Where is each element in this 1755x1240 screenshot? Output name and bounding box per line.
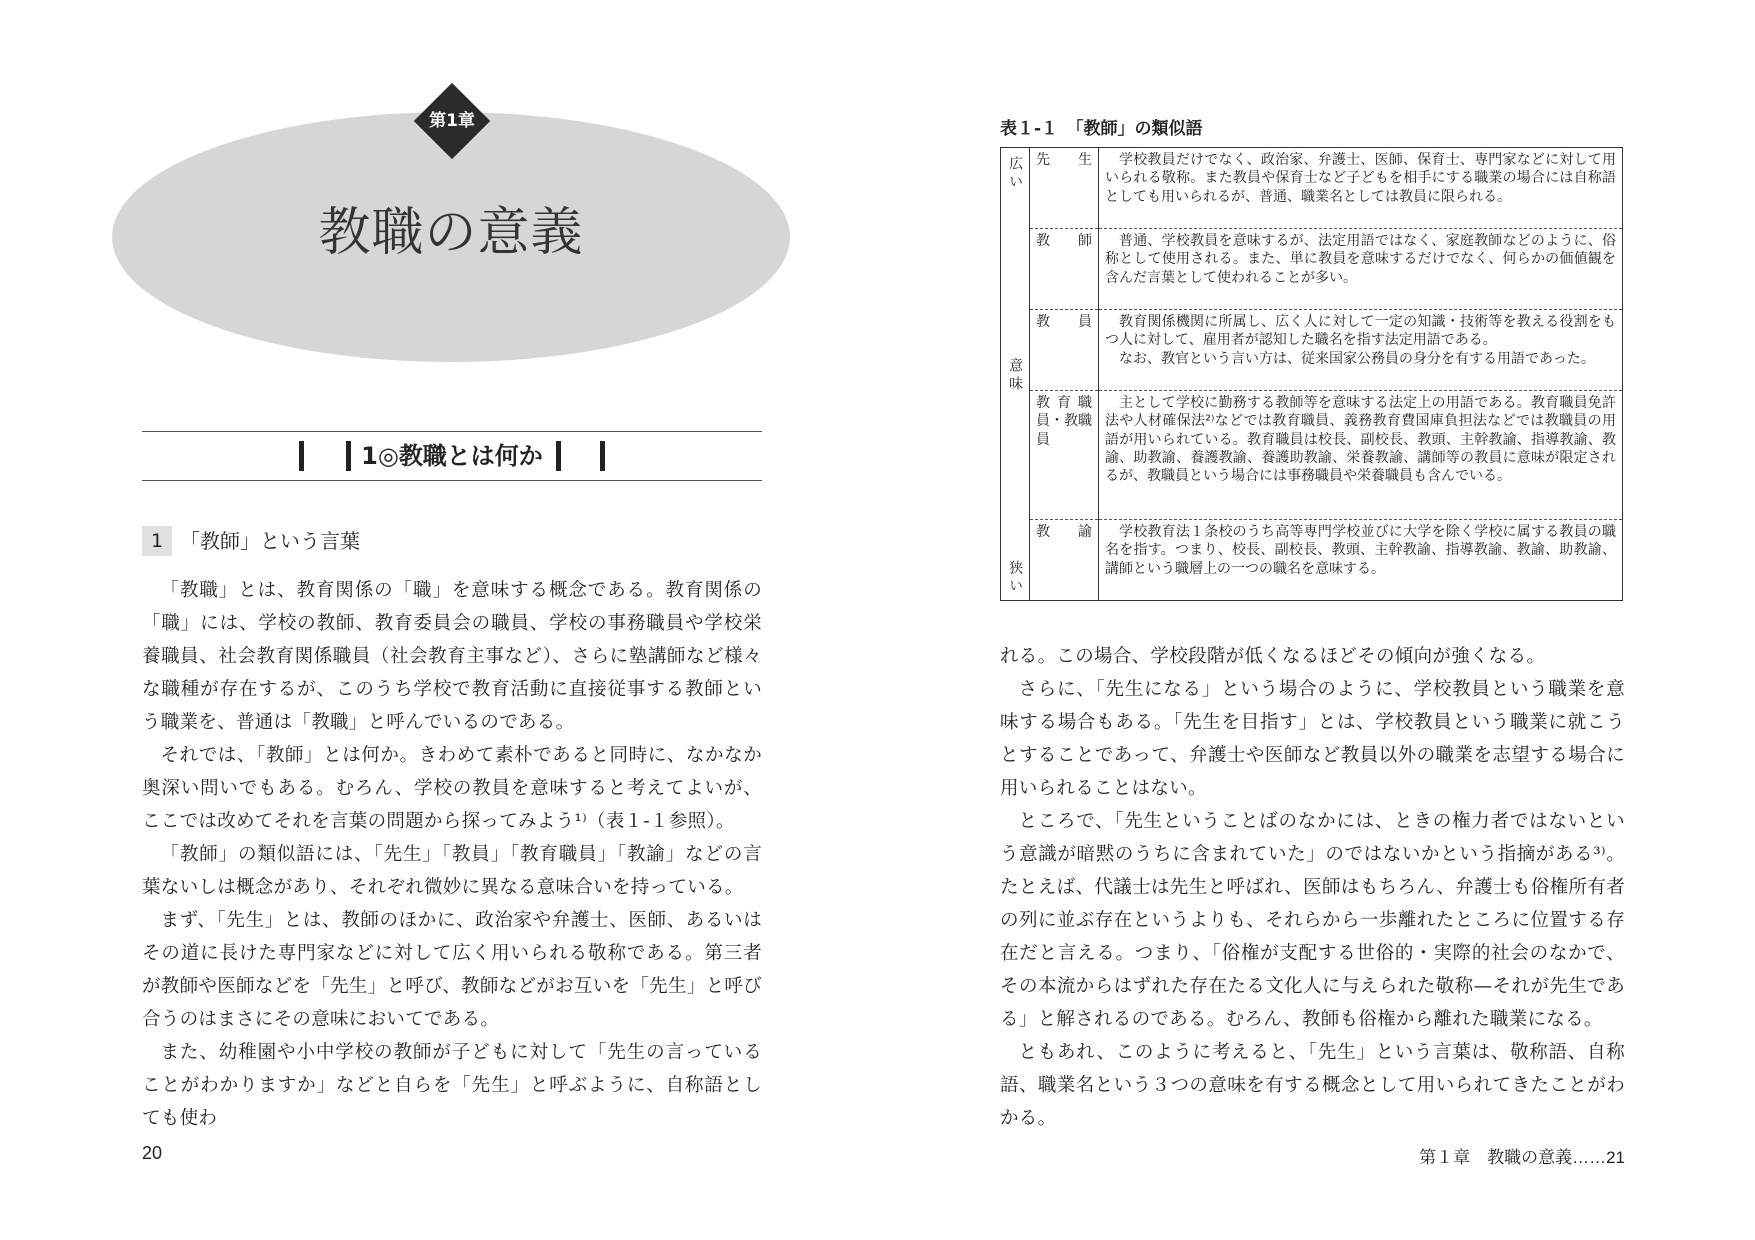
table-row: [1001, 391, 1623, 520]
page-number-left: 20: [142, 1143, 163, 1163]
chapter-badge: 第1章: [429, 111, 475, 131]
range-label-narrow: 狭い: [1007, 560, 1024, 596]
table-row: [1001, 229, 1623, 310]
paragraph: 「教職」とは、教育関係の「職」を意味する概念である。教育関係の「職」には、学校の教師、教育委員会の職員、学校の事務職員や学校栄養職員、社会教育関係職員（社会教育主事など）、さらに塾講師など様々な職種が存在するが、このうち学校で教育活動に直接従事する教師という職業を、普通は「教職」と呼んでいるのである。: [142, 580, 762, 733]
table-description: [1099, 310, 1623, 391]
paragraph: それでは、「教師」とは何か。きわめて素朴であると同時に、なかなか奥深い問いでもある。むろん、学校の教員を意味すると考えてよいが、ここでは改めてそれを言葉の問題から探ってみよう¹⁾（表１-１参照）。: [142, 745, 762, 832]
table-row: [1001, 519, 1623, 600]
subsection-title: 「教師」という言葉: [180, 529, 360, 553]
table-description-note: なお、教官という言い方は、従来国家公務員の身分を有する用語であった。: [1119, 350, 1595, 367]
table-description: 主として学校に勤務する教師等を意味する法定上の用語である。教育職員免許法や人材確保法²⁾などでは教育職員、義務教育費国庫負担法などでは教職員の用語が用いられている。教育職員は校長、副校長、教頭、主幹教諭、指導教諭、教諭、助教諭、養護教諭、養護助教諭、栄養教諭、講師等の教員に意味が限定されるが、教職員という場合には事務職員や栄養職員も含んでいる。: [1099, 391, 1623, 520]
table-term: 教師: [1030, 229, 1099, 310]
paragraph: ところで、「先生ということばのなかには、ときの権力者ではないという意識が暗黙のうちに含まれていた」のではないかという指摘がある³⁾。たとえば、代議士は先生と呼ばれ、医師はもちろん、弁護士も俗権所有者の列に並ぶ存在というよりも、それらから一歩離れたところに位置する存在だと言える。つまり、「俗権が支配する世俗的・実際的社会のなかで、その本流からはずれた存在たる文化人に与えられた敬称—それが先生である」と解されるのである。むろん、教師も俗権から離れた職業になる。: [1000, 811, 1625, 1030]
section-heading: 1◎教職とは何か: [361, 442, 543, 470]
table-description: 学校教育法１条校のうち高等専門学校並びに大学を除く学校に属する教員の職名を指す。つまり、校長、副校長、教頭、主幹教諭、指導教諭、教諭、助教諭、講師という職層上の一つの職名を意味する。: [1099, 519, 1623, 600]
table-description-line: 教育関係機関に所属し、広く人に対して一定の知識・技術等を教える役割をもつ人に対して、雇用者が認知した職名を指す法定用語である。: [1105, 314, 1616, 349]
table-term: 先生: [1030, 148, 1099, 229]
paragraph: まず、「先生」とは、教師のほかに、政治家や弁護士、医師、あるいはその道に長けた専門家などに対して広く用いられる敬称である。第三者が教師や医師などを「先生」と呼び、教師などがお互いを「先生」と呼び合うのはまさにその意味においてである。: [142, 910, 762, 1030]
left-body-text: [142, 574, 762, 1135]
range-label-meaning: 意味: [1007, 358, 1024, 394]
table-description: 学校教員だけでなく、政治家、弁護士、医師、保育士、専門家などに対して用いられる敬称。また教員や保育士など子どもを相手にする職業の場合には自称語としても用いられるが、普通、職業名としては教員に限られる。: [1099, 148, 1623, 229]
page-number-right: 第１章 教職の意義……21: [1419, 1148, 1625, 1167]
table-term: 教諭: [1030, 519, 1099, 600]
section-rule-bottom: [142, 480, 762, 481]
paragraph: ともあれ、このように考えると、「先生」という言葉は、敬称語、自称語、職業名という３つの意味を有する概念として用いられてきたことがわかる。: [1000, 1042, 1625, 1129]
table-term: 教育職員・教職員: [1030, 391, 1099, 520]
paragraph: れる。この場合、学校段階が低くなるほどその傾向が強くなる。: [1000, 646, 1546, 667]
range-label-broad: 広い: [1007, 156, 1024, 192]
section-rule-top: [142, 431, 762, 432]
meaning-range-column: [1001, 148, 1030, 601]
table-caption: 表１-１ 「教師」の類似語: [1000, 119, 1203, 139]
right-body-text: [1000, 640, 1625, 1135]
paragraph: 「教師」の類似語には、「先生」「教員」「教育職員」「教諭」などの言葉ないしは概念があり、それぞれ微妙に異なる意味合いを持っている。: [142, 844, 762, 898]
paragraph: また、幼稚園や小中学校の教師が子どもに対して「先生の言っていることがわかりますか」などと自らを「先生」と呼ぶように、自称語としても使わ: [142, 1042, 762, 1129]
table-description: 普通、学校教員を意味するが、法定用語ではなく、家庭教師などのように、俗称として使用される。また、単に教員を意味するだけでなく、何らかの価値観を含んだ言葉として使われることが多い。: [1099, 229, 1623, 310]
subsection-number: 1: [142, 526, 172, 556]
paragraph: さらに、「先生になる」という場合のように、学校教員という職業を意味する場合もある。「先生を目指す」とは、学校教員という職業に就こうとすることであって、弁護士や医師など教員以外の職業を志望する場合に用いられることはない。: [1000, 679, 1625, 799]
table-row: [1001, 310, 1623, 391]
table-term: 教員: [1030, 310, 1099, 391]
table-row: [1001, 148, 1623, 229]
chapter-title: 教職の意義: [318, 203, 584, 263]
synonym-table: [1000, 147, 1623, 601]
